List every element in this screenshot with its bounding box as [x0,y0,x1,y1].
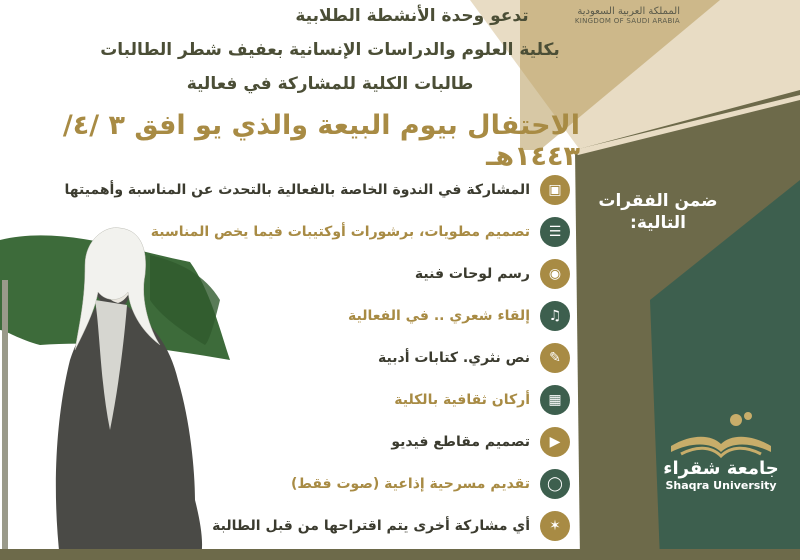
item-label: تصميم مقاطع فيديو [391,434,530,450]
item-label: رسم لوحات فنية [414,266,530,282]
book-emblem-icon [666,406,776,462]
list-item [151,214,570,250]
item-label: أي مشاركة أخرى يتم اقتراحها من قبل الطالبة [212,518,530,534]
list-item [65,172,570,208]
list-item [394,382,570,418]
saudi-kingdom-ar: المملكة العربية السعودية [577,6,680,17]
section-label: ضمن الفقرات التالية: [598,191,718,233]
gold-corner-top-left [0,0,140,40]
university-name-ar: جامعة شقراء [663,458,779,479]
palette-icon: ◉ [540,259,570,289]
header-line-3: طالبات الكلية للمشاركة في فعالية [186,74,474,94]
bottom-bar [0,549,800,560]
header-line-2: بكلية العلوم والدراسات الإنسانية بعفيف شطر الطالبات [100,40,560,60]
item-label: تقديم مسرحية إذاعية (صوت فقط) [290,476,530,492]
saudi-kingdom-en: KINGDOM OF SAUDI ARABIA [574,17,680,25]
video-camera-icon: ▶ [540,427,570,457]
pencil-icon: ✎ [540,343,570,373]
seminar-icon: ▣ [540,175,570,205]
building-icon: ▦ [540,385,570,415]
university-name-en: Shaqra University [665,479,777,492]
shaqra-university-logo [656,400,786,520]
event-title: الاحتفال بيوم البيعة والذي يو افق ٣ /٤/ ١٤٤٣هـ [62,110,580,172]
list-item [378,340,570,376]
document-icon: ☰ [540,217,570,247]
list-item [212,508,570,544]
item-label: تصميم مطويات، برشورات أوكتيبات فيما يخص المناسبة [150,224,530,240]
list-item [348,298,570,334]
item-label: أركان ثقافية بالكلية [394,392,530,408]
header-line-1: تدعو وحدة الأنشطة الطلابية [295,6,529,26]
item-label: نص نثري. كتابات أدبية [378,350,530,366]
list-item [391,424,570,460]
headphones-icon: ◯ [540,469,570,499]
lightbulb-icon: ✶ [540,511,570,541]
item-label: إلقاء شعري .. في الفعالية [348,308,530,324]
list-item [415,256,570,292]
microphone-icon: ♫ [540,301,570,331]
item-label: المشاركة في الندوة الخاصة بالفعالية بالتحدث عن المناسبة وأهميتها [64,182,530,198]
flag-pole [2,280,8,560]
list-item [291,466,570,502]
